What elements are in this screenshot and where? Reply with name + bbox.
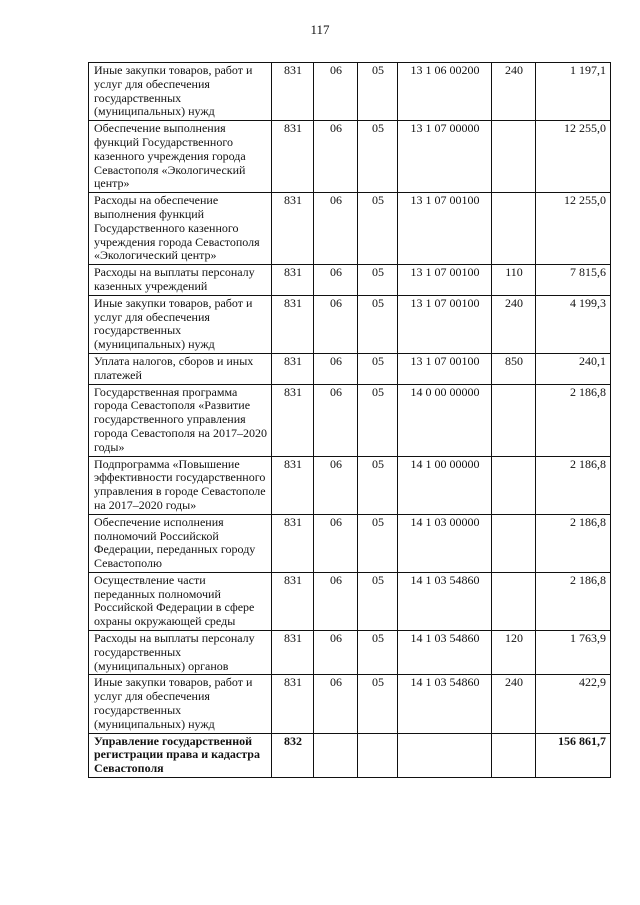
target-article-cell: 13 1 07 00100 [398,295,492,353]
target-article-cell [398,733,492,777]
budget-table [88,62,611,778]
expense-type-cell [492,384,536,456]
section-code-cell: 06 [314,265,358,296]
table-row [89,456,611,514]
subsection-code-cell: 05 [358,384,398,456]
target-article-cell: 13 1 07 00000 [398,121,492,193]
target-article-cell: 14 0 00 00000 [398,384,492,456]
sum-cell: 2 186,8 [536,384,611,456]
target-article-cell: 14 1 00 00000 [398,456,492,514]
subsection-code-cell: 05 [358,572,398,630]
expense-type-cell [492,514,536,572]
row-name-cell: Управление государственной регистрации права и кадастра Севастополя [89,733,272,777]
section-code-cell [314,733,358,777]
subsection-code-cell: 05 [358,631,398,675]
subsection-code-cell [358,733,398,777]
section-code-cell: 06 [314,63,358,121]
expense-type-cell [492,456,536,514]
ministry-code-cell: 832 [272,733,314,777]
sum-cell: 2 186,8 [536,456,611,514]
section-code-cell: 06 [314,295,358,353]
table-row [89,733,611,777]
sum-cell: 7 815,6 [536,265,611,296]
table-row [89,265,611,296]
row-name-cell: Иные закупки товаров, работ и услуг для обеспечения государственных (муниципальных) нужд [89,63,272,121]
subsection-code-cell: 05 [358,265,398,296]
subsection-code-cell: 05 [358,295,398,353]
sum-cell: 156 861,7 [536,733,611,777]
expense-type-cell: 240 [492,675,536,733]
target-article-cell: 14 1 03 54860 [398,675,492,733]
row-name-cell: Иные закупки товаров, работ и услуг для обеспечения государственных (муниципальных) нужд [89,675,272,733]
section-code-cell: 06 [314,384,358,456]
expense-type-cell: 120 [492,631,536,675]
sum-cell: 4 199,3 [536,295,611,353]
expense-type-cell [492,733,536,777]
section-code-cell: 06 [314,675,358,733]
section-code-cell: 06 [314,121,358,193]
sum-cell: 12 255,0 [536,121,611,193]
ministry-code-cell: 831 [272,63,314,121]
sum-cell: 2 186,8 [536,514,611,572]
target-article-cell: 13 1 07 00100 [398,353,492,384]
row-name-cell: Иные закупки товаров, работ и услуг для обеспечения государственных (муниципальных) нужд [89,295,272,353]
target-article-cell: 13 1 06 00200 [398,63,492,121]
row-name-cell: Уплата налогов, сборов и иных платежей [89,353,272,384]
ministry-code-cell: 831 [272,121,314,193]
target-article-cell: 14 1 03 00000 [398,514,492,572]
row-name-cell: Государственная программа города Севастополя «Развитие государственного управления города Севастополя на 2017–2020 годы» [89,384,272,456]
table-row [89,193,611,265]
ministry-code-cell: 831 [272,572,314,630]
sum-cell: 12 255,0 [536,193,611,265]
subsection-code-cell: 05 [358,675,398,733]
row-name-cell: Обеспечение выполнения функций Государственного казенного учреждения города Севастополя «Экологический центр» [89,121,272,193]
target-article-cell: 13 1 07 00100 [398,193,492,265]
expense-type-cell: 240 [492,295,536,353]
row-name-cell: Подпрограмма «Повышение эффективности государственного управления в городе Севастополе на 2017–2020 годы» [89,456,272,514]
ministry-code-cell: 831 [272,514,314,572]
section-code-cell: 06 [314,631,358,675]
ministry-code-cell: 831 [272,295,314,353]
table-row [89,572,611,630]
page-number: 117 [310,22,330,37]
section-code-cell: 06 [314,456,358,514]
ministry-code-cell: 831 [272,631,314,675]
table-row [89,63,611,121]
expense-type-cell [492,193,536,265]
subsection-code-cell: 05 [358,193,398,265]
row-name-cell: Расходы на выплаты персоналу казенных учреждений [89,265,272,296]
subsection-code-cell: 05 [358,456,398,514]
table-row [89,295,611,353]
ministry-code-cell: 831 [272,265,314,296]
ministry-code-cell: 831 [272,353,314,384]
ministry-code-cell: 831 [272,384,314,456]
expense-type-cell: 850 [492,353,536,384]
target-article-cell: 14 1 03 54860 [398,631,492,675]
row-name-cell: Осуществление части переданных полномочий Российской Федерации в сфере охраны окружающей среды [89,572,272,630]
target-article-cell: 13 1 07 00100 [398,265,492,296]
table-row [89,631,611,675]
table-row [89,384,611,456]
sum-cell: 2 186,8 [536,572,611,630]
ministry-code-cell: 831 [272,456,314,514]
section-code-cell: 06 [314,514,358,572]
expense-type-cell [492,121,536,193]
sum-cell: 422,9 [536,675,611,733]
table-row [89,121,611,193]
expense-type-cell: 240 [492,63,536,121]
row-name-cell: Обеспечение исполнения полномочий Российской Федерации, переданных городу Севастополю [89,514,272,572]
sum-cell: 1 197,1 [536,63,611,121]
section-code-cell: 06 [314,572,358,630]
ministry-code-cell: 831 [272,675,314,733]
ministry-code-cell: 831 [272,193,314,265]
target-article-cell: 14 1 03 54860 [398,572,492,630]
sum-cell: 240,1 [536,353,611,384]
table-row [89,514,611,572]
subsection-code-cell: 05 [358,353,398,384]
sum-cell: 1 763,9 [536,631,611,675]
expense-type-cell: 110 [492,265,536,296]
subsection-code-cell: 05 [358,121,398,193]
table-row [89,675,611,733]
subsection-code-cell: 05 [358,514,398,572]
row-name-cell: Расходы на выплаты персоналу государственных (муниципальных) органов [89,631,272,675]
section-code-cell: 06 [314,193,358,265]
expense-type-cell [492,572,536,630]
section-code-cell: 06 [314,353,358,384]
subsection-code-cell: 05 [358,63,398,121]
table-row [89,353,611,384]
row-name-cell: Расходы на обеспечение выполнения функций Государственного казенного учреждения города Севастополя «Экологический центр» [89,193,272,265]
